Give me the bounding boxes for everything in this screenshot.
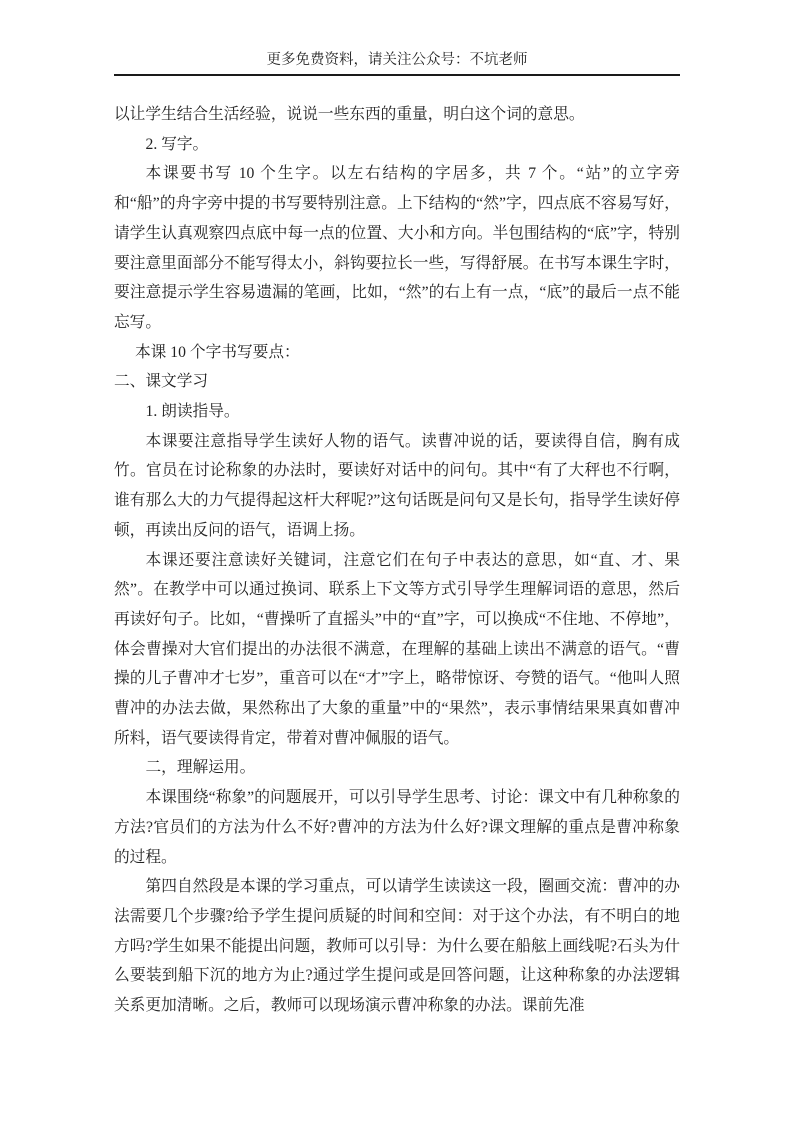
paragraph: 本课要书写 10 个生字。以左右结构的字居多，共 7 个。“站”的立字旁和“船”的舟字旁中提的书写要特别注意。上下结构的“然”字，四点底不容易写好，请学生认真观察四点底中每一点的位置、大小和方向。半包围结构的“底”字，特别要注意里面部分不能写得太小，斜钩要拉长一些，写得舒展。在书写本课生字时，要注意提示学生容易遗漏的笔画，比如，“然”的右上有一点，“底”的最后一点不能忘写。 [114, 165, 680, 331]
paragraph: 本课围绕“称象”的问题展开，可以引导学生思考、讨论：课文中有几种称象的方法?官员们的方法为什么不好?曹冲的方法为什么好?课文理解的重点是曹冲称象的过程。 [114, 789, 680, 866]
page-header [114, 50, 680, 76]
paragraph: 二，理解运用。 [145, 759, 256, 777]
paragraph: 以让学生结合生活经验，说说一些东西的重量，明白这个词的意思。 [114, 106, 585, 123]
paragraph: 本课还要注意读好关键词，注意它们在句子中表达的意思，如“直、才、果然”。在教学中可以通过换词、联系上下文等方式引导学生理解词语的意思，然后再读好句子。比如，“曹操听了直摇头”中的“直”字，可以换成“不住地、不停地”，体会曹操对大官们提出的办法很不满意，在理解的基础上读出不满意的语气。“曹操的儿子曹冲才七岁”，重音可以在“才”字上，略带惊讶、夸赞的语气。“他叫人照曹冲的办法去做，果然称出了大象的重量”中的“果然”，表示事情结果果真如曹冲所料，语气要读得肯定，带着对曹冲佩服的语气。 [114, 551, 680, 747]
paragraph: 二、课文学习 [114, 373, 209, 391]
paragraph: 1. 朗读指导。 [145, 403, 240, 421]
paragraph: 本课要注意指导学生读好人物的语气。读曹冲说的话，要读得自信，胸有成竹。官员在讨论称象的办法时，要读好对话中的问句。其中“有了大秤也不行啊，谁有那么大的力气提得起这杆大秤呢?”这句话既是问句又是长句，指导学生读好停顿，再读出反问的语气，语调上扬。 [114, 432, 680, 539]
document-body [114, 100, 680, 1021]
paragraph: 本课 10 个字书写要点： [135, 343, 300, 361]
header-note-text: 更多免费资料，请关注公众号：不坑老师 [266, 52, 528, 68]
paragraph: 第四自然段是本课的学习重点，可以请学生读读这一段，圈画交流：曹冲的办法需要几个步骤?给予学生提问质疑的时间和空间：对于这个办法，有不明白的地方吗?学生如果不能提出问题，教师可以引导：为什么要在船舷上画线呢?石头为什么要装到船下沉的地方为止?通过学生提问或是回答问题，让这种称象的办法逻辑关系更加清晰。之后，教师可以现场演示曹冲称象的办法。课前先准 [114, 878, 680, 1015]
paragraph: 2. 写字。 [145, 135, 209, 153]
